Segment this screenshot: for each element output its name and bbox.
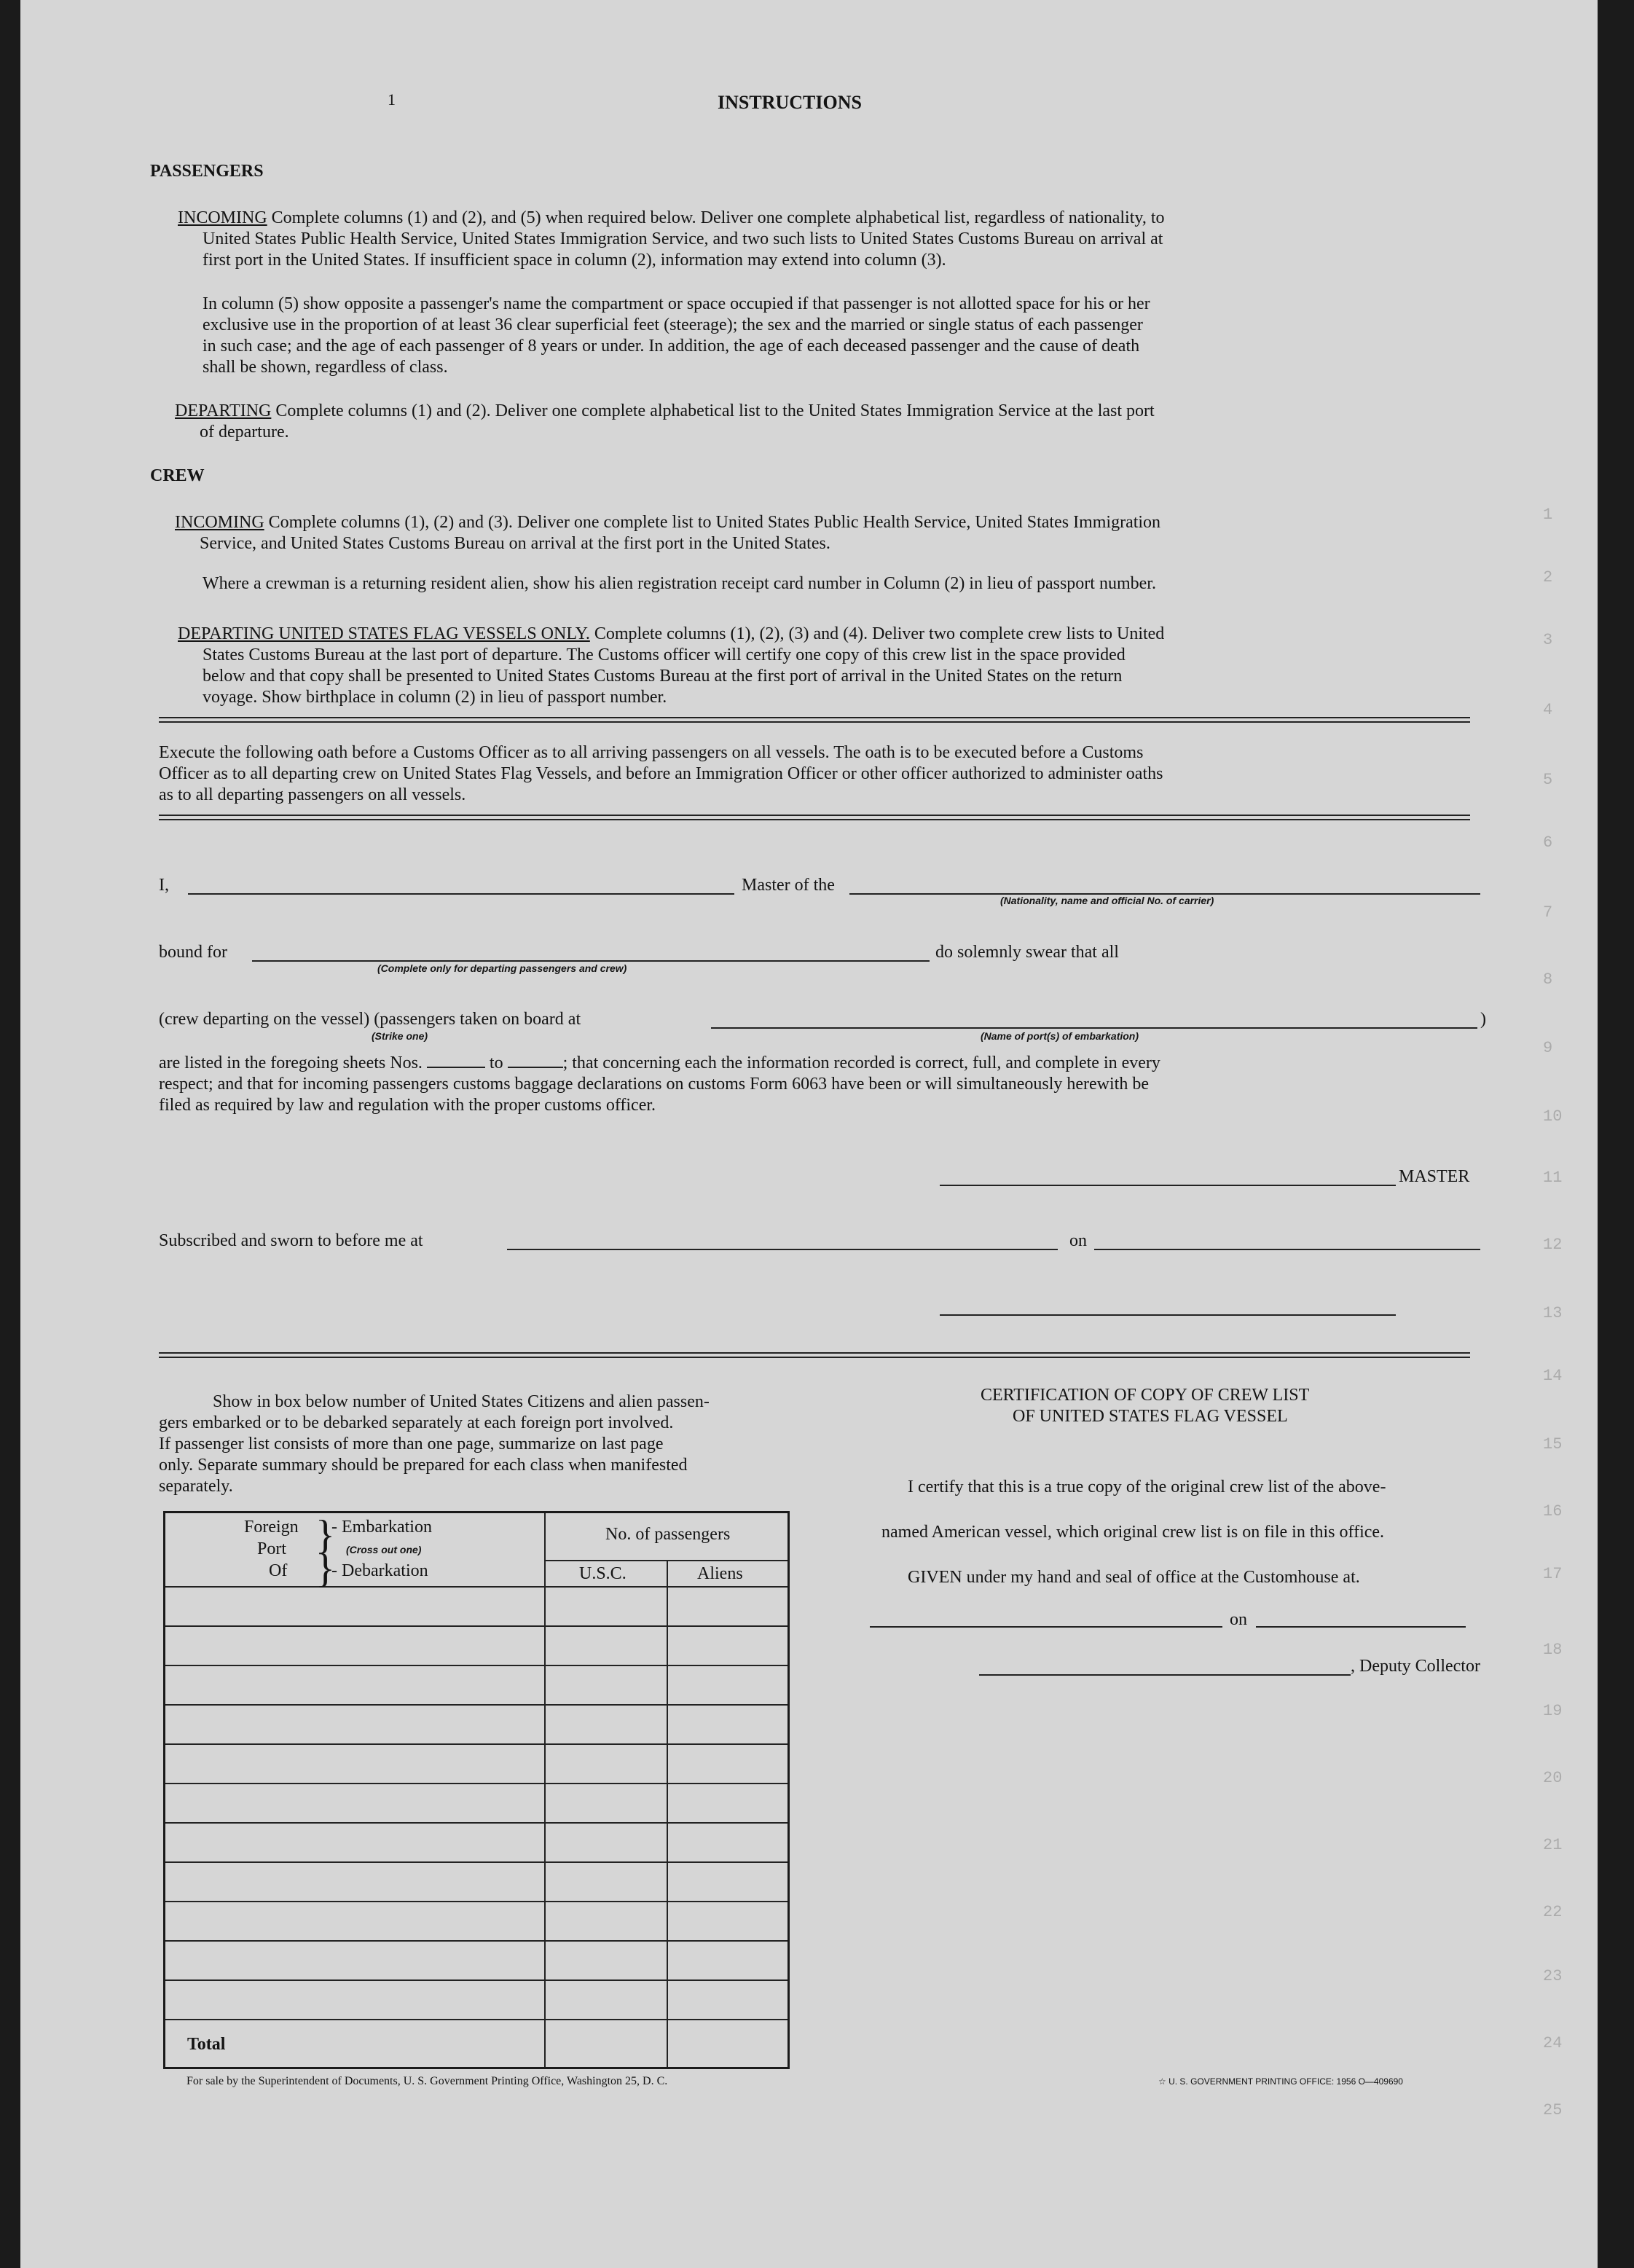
sheet-from-field[interactable] xyxy=(427,1067,485,1068)
passengers-col5-text-3: in such case; and the age of each passenger of 8 years or under. In addition, the age of each deceased passenger and the cause of death xyxy=(203,337,1140,356)
margin-number: 3 xyxy=(1543,631,1553,649)
close-paren: ) xyxy=(1480,1010,1486,1029)
cert-title-1: CERTIFICATION OF COPY OF CREW LIST xyxy=(981,1386,1310,1405)
cert-title-2: OF UNITED STATES FLAG VESSEL xyxy=(1013,1407,1288,1426)
margin-number: 4 xyxy=(1543,701,1553,719)
master-of-label: Master of the xyxy=(742,876,835,895)
crew-heading: CREW xyxy=(150,466,205,485)
margin-number: 18 xyxy=(1543,1641,1563,1659)
crew-departing-text: (crew departing on the vessel) (passengers taken on board at xyxy=(159,1010,581,1029)
ports-embarkation-field[interactable] xyxy=(711,1027,1477,1029)
listed-line-1 xyxy=(159,1052,1160,1074)
crew-incoming-line-1 xyxy=(175,511,1160,533)
cert-text-2: named American vessel, which original crew list is on file in this office. xyxy=(881,1523,1385,1542)
sworn-place-field[interactable] xyxy=(507,1249,1058,1250)
margin-number: 17 xyxy=(1543,1565,1563,1583)
bound-for-field[interactable] xyxy=(252,960,930,962)
sworn-on-label: on xyxy=(1069,1231,1087,1250)
subscribed-label: Subscribed and sworn to before me at xyxy=(159,1231,423,1250)
table-brace-bottom: } xyxy=(315,1546,335,1591)
margin-number: 7 xyxy=(1543,903,1553,922)
bound-note: (Complete only for departing passengers and crew) xyxy=(377,962,627,974)
summary-instr-2: gers embarked or to be debarked separately at each foreign port involved. xyxy=(159,1413,674,1432)
crew-departing-text-3: below and that copy shall be presented to United States Customs Bureau at the first port of arrival in the United States on the return xyxy=(203,667,1123,686)
margin-number: 1 xyxy=(1543,506,1553,524)
table-embarkation: - Embarkation xyxy=(331,1518,432,1537)
table-cross-out: (Cross out one) xyxy=(346,1544,422,1555)
footer-sale: For sale by the Superintendent of Documents, U. S. Government Printing Office, Washington 25, D. C. xyxy=(186,2075,668,2087)
summary-instr-4: only. Separate summary should be prepared for each class when manifested xyxy=(159,1456,688,1475)
crew-incoming-text-1: Complete columns (1), (2) and (3). Deliver one complete list to United States Public Health Service, United States Immigration xyxy=(268,513,1161,532)
margin-number: 21 xyxy=(1543,1836,1563,1854)
officer-signature-field[interactable] xyxy=(940,1314,1396,1316)
passengers-incoming-text-2: United States Public Health Service, United States Immigration Service, and two such lists to United States Customs Bureau on arrival at xyxy=(203,229,1163,248)
crew-departing-text-1: Complete columns (1), (2), (3) and (4). Deliver two complete crew lists to United xyxy=(594,624,1165,643)
margin-number: 5 xyxy=(1543,771,1553,789)
table-row-line xyxy=(165,1625,787,1627)
master-signature-field[interactable] xyxy=(940,1185,1396,1186)
summary-instr-1: Show in box below number of United States Citizens and alien passen- xyxy=(213,1392,710,1411)
table-col-divider-2 xyxy=(667,1560,668,2067)
crew-incoming-label: INCOMING xyxy=(175,513,264,532)
margin-number: 22 xyxy=(1543,1903,1563,1921)
section-divider xyxy=(159,717,1470,723)
page-mark: 1 xyxy=(388,90,396,109)
crew-departing-line-1 xyxy=(178,623,1164,645)
table-row-line xyxy=(165,1940,787,1942)
strike-one-note: (Strike one) xyxy=(372,1030,428,1042)
table-row-line xyxy=(165,1665,787,1666)
sworn-date-field[interactable] xyxy=(1094,1249,1480,1250)
listed-text-3: respect; and that for incoming passengers customs baggage declarations on customs Form 6063 have been or will simultaneously herewith be xyxy=(159,1075,1149,1094)
passengers-heading: PASSENGERS xyxy=(150,162,264,181)
master-name-field[interactable] xyxy=(188,893,734,895)
master-label: MASTER xyxy=(1399,1167,1470,1186)
passengers-incoming-text-1: Complete columns (1) and (2), and (5) when required below. Deliver one complete alphabetical list, regardless of nationality, to xyxy=(271,208,1165,227)
table-of: Of xyxy=(269,1561,288,1580)
margin-number: 23 xyxy=(1543,1967,1563,1985)
oath-i-label: I, xyxy=(159,876,169,895)
listed-to: to xyxy=(489,1053,503,1072)
oath-divider xyxy=(159,815,1470,820)
table-port: Port xyxy=(257,1539,287,1558)
crew-departing-label: DEPARTING UNITED STATES FLAG VESSELS ONLY. xyxy=(178,624,590,643)
summary-instr-5: separately. xyxy=(159,1477,233,1496)
margin-number: 9 xyxy=(1543,1039,1553,1057)
oath-intro-3: as to all departing passengers on all vessels. xyxy=(159,785,466,804)
deputy-signature-field[interactable] xyxy=(979,1674,1351,1676)
passengers-col5-text-4: shall be shown, regardless of class. xyxy=(203,358,448,377)
margin-number: 13 xyxy=(1543,1304,1563,1322)
table-no-passengers: No. of passengers xyxy=(605,1525,731,1544)
listed-text-2: ; that concerning each the information recorded is correct, full, and complete in every xyxy=(562,1053,1160,1072)
summary-table xyxy=(163,1511,790,2069)
cert-on-label: on xyxy=(1230,1610,1247,1629)
bound-for-label: bound for xyxy=(159,943,227,962)
table-row-line xyxy=(165,1901,787,1902)
table-foreign: Foreign xyxy=(244,1518,299,1537)
table-row-line xyxy=(165,1861,787,1863)
cert-deputy: , Deputy Collector xyxy=(1351,1657,1480,1676)
table-row-line xyxy=(165,1783,787,1784)
margin-number: 8 xyxy=(1543,970,1553,989)
margin-number: 20 xyxy=(1543,1769,1563,1787)
table-aliens: Aliens xyxy=(697,1564,743,1583)
passengers-incoming-text-3: first port in the United States. If insufficient space in column (2), information may extend into column (3). xyxy=(203,251,946,270)
table-col-divider-1 xyxy=(544,1513,546,2067)
crew-departing-text-2: States Customs Bureau at the last port of departure. The Customs officer will certify one copy of this crew list in the space provided xyxy=(203,646,1126,664)
passengers-departing-line-1 xyxy=(175,400,1155,422)
crew-resident-text: Where a crewman is a returning resident alien, show his alien registration receipt card number in Column (2) in lieu of passport number. xyxy=(203,574,1156,593)
margin-number: 2 xyxy=(1543,568,1553,586)
table-row-line xyxy=(165,1704,787,1706)
table-row-line xyxy=(165,1979,787,1981)
margin-number: 19 xyxy=(1543,1702,1563,1720)
margin-number: 15 xyxy=(1543,1435,1563,1453)
table-debarkation: - Debarkation xyxy=(331,1561,428,1580)
page-title: INSTRUCTIONS xyxy=(718,92,862,113)
passengers-incoming-line-1 xyxy=(178,207,1165,229)
carrier-note: (Nationality, name and official No. of carrier) xyxy=(1000,895,1214,906)
passengers-col5-text-1: In column (5) show opposite a passenger's name the compartment or space occupied if that passenger is not allotted space for his or her xyxy=(203,294,1150,313)
oath-intro-1: Execute the following oath before a Customs Officer as to all arriving passengers on all vessels. The oath is to be executed before a Customs xyxy=(159,743,1144,762)
crew-incoming-text-2: Service, and United States Customs Bureau on arrival at the first port in the United States. xyxy=(200,534,830,553)
table-usc: U.S.C. xyxy=(579,1564,627,1583)
table-subheader-line xyxy=(544,1560,787,1561)
margin-number: 6 xyxy=(1543,833,1553,852)
margin-number: 25 xyxy=(1543,2101,1563,2119)
swear-text: do solemnly swear that all xyxy=(935,943,1119,962)
margin-number: 16 xyxy=(1543,1502,1563,1520)
margin-number: 24 xyxy=(1543,2034,1563,2052)
document-page xyxy=(20,0,1598,2268)
table-header-line xyxy=(165,1586,787,1588)
listed-text-4: filed as required by law and regulation with the proper customs officer. xyxy=(159,1096,656,1115)
footer-gpo: ☆ U. S. GOVERNMENT PRINTING OFFICE: 1956 O—409690 xyxy=(1158,2076,1403,2087)
margin-number: 12 xyxy=(1543,1236,1563,1254)
table-row-line xyxy=(165,2019,787,2020)
margin-number: 11 xyxy=(1543,1169,1563,1187)
passengers-departing-text-1: Complete columns (1) and (2). Deliver one complete alphabetical list to the United States Immigration Service at the last port xyxy=(275,401,1155,420)
passengers-departing-label: DEPARTING xyxy=(175,401,272,420)
passengers-col5-text-2: exclusive use in the proportion of at least 36 clear superficial feet (steerage); the sex and the married or single status of each passenger xyxy=(203,315,1143,334)
cert-date-field[interactable] xyxy=(1256,1626,1466,1628)
sheet-to-field[interactable] xyxy=(508,1067,563,1068)
table-brace-top: } xyxy=(315,1512,335,1558)
summary-instr-3: If passenger list consists of more than one page, summarize on last page xyxy=(159,1435,664,1453)
passengers-departing-text-2: of departure. xyxy=(200,423,289,442)
oath-intro-2: Officer as to all departing crew on United States Flag Vessels, and before an Immigration Officer or other officer authorized to administer oaths xyxy=(159,764,1163,783)
table-row-line xyxy=(165,1743,787,1745)
lower-divider xyxy=(159,1352,1470,1358)
margin-number: 10 xyxy=(1543,1107,1563,1126)
table-row-line xyxy=(165,1822,787,1824)
cert-place-field[interactable] xyxy=(870,1626,1222,1628)
passengers-incoming-label: INCOMING xyxy=(178,208,267,227)
cert-text-1: I certify that this is a true copy of the original crew list of the above- xyxy=(908,1478,1386,1496)
cert-given: GIVEN under my hand and seal of office at the Customhouse at. xyxy=(908,1568,1360,1587)
ports-note: (Name of port(s) of embarkation) xyxy=(981,1030,1139,1042)
listed-text-1: are listed in the foregoing sheets Nos. xyxy=(159,1053,423,1072)
margin-number: 14 xyxy=(1543,1367,1563,1385)
table-total-label: Total xyxy=(187,2035,226,2054)
crew-departing-text-4: voyage. Show birthplace in column (2) in lieu of passport number. xyxy=(203,688,667,707)
margin-row-numbers xyxy=(1543,0,1587,2268)
